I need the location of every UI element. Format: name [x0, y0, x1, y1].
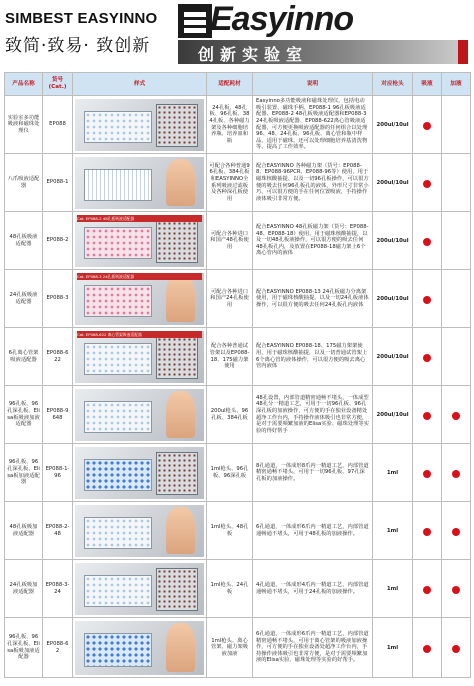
product-description: 6孔通道，一体成形6爪内一精道工艺，内部管道通畅通不堵头，可用于48孔板的加液操作。 — [253, 502, 373, 560]
product-tip: 1ml — [373, 444, 413, 502]
product-consumable: 1ml枪头、24孔板 — [207, 560, 253, 618]
brand-slogan: 致简·致易· 致创新 — [5, 36, 151, 56]
suction-dot-icon — [423, 528, 431, 536]
product-photo-image — [73, 619, 206, 677]
photo-caption: Cat. EP088-3 24孔板吸液适配器 — [77, 273, 202, 280]
suction-dot-icon — [423, 586, 431, 594]
table-header-row — [5, 73, 471, 96]
product-photo — [73, 270, 207, 328]
dispense-cell — [442, 444, 471, 502]
page-header — [0, 0, 474, 70]
product-description: 6孔通道，一体成形6爪内一精道工艺，内部管道精密通畅不堵头，可用于离心管架的吸液加液操作，可方便的手在独业设备处超净工作台内，手持操作液体吸引也非常方便，是对于需要频繁加液的Elisa实验、磁珠处理等实验的好帮手。 — [253, 618, 373, 678]
product-name: 96孔板、96孔深孔板、Elisa板吸加液适配器 — [5, 618, 43, 678]
product-tip: 200ul/10ul — [373, 270, 413, 328]
product-cat: EP088-1 — [43, 154, 73, 212]
logo-word: Easyinno — [210, 0, 354, 38]
photo-plate — [84, 575, 153, 608]
photo-mag — [156, 568, 198, 610]
suction-cell — [413, 560, 442, 618]
product-tip: 1ml — [373, 618, 413, 678]
photo-plate — [84, 517, 153, 550]
product-description: 8孔通道，一体成形8爪内一精道工艺，内部管道精密通畅不堵头，可用于一切96孔板、97孔深孔板的加液操作。 — [253, 444, 373, 502]
suction-dot-icon — [423, 122, 431, 130]
easyinno-logo — [178, 0, 468, 66]
product-tip: 1ml — [373, 502, 413, 560]
product-photo — [73, 618, 207, 678]
photo-hand — [166, 159, 195, 206]
product-cat: EP088 — [43, 96, 73, 154]
product-tip: 200ul/10ul — [373, 328, 413, 386]
table-row — [5, 502, 471, 560]
product-photo — [73, 96, 207, 154]
dispense-dot-icon — [452, 412, 460, 420]
product-tip: 1ml — [373, 560, 413, 618]
product-cat: EP088-9648 — [43, 386, 73, 444]
product-photo — [73, 502, 207, 560]
product-photo-image — [73, 271, 206, 327]
product-description: 配合EASYINNO 各种磁力架（货号：EP088-8、EP088-96PCR、EP088-96等）使用，用于磁珠核酸抽提、以及一切96孔板操作，可以很方便的吸去任何96孔板孔的液体，外形尺寸非常小巧，可以很方便的手在任何位置吸液，手持操作液体吸引非常方便。 — [253, 154, 373, 212]
suction-cell — [413, 502, 442, 560]
table-row — [5, 96, 471, 154]
suction-dot-icon — [423, 354, 431, 362]
suction-cell — [413, 154, 442, 212]
product-photo — [73, 444, 207, 502]
suction-cell — [413, 444, 442, 502]
logo-red-accent — [458, 40, 468, 64]
product-name: 24孔板吸液适配器 — [5, 270, 43, 328]
product-cat: EP088-62 — [43, 618, 73, 678]
product-photo — [73, 328, 207, 386]
product-tip: 200ul/10ul — [373, 386, 413, 444]
suction-dot-icon — [423, 180, 431, 188]
table-row — [5, 270, 471, 328]
photo-plate — [84, 459, 153, 492]
photo-caption: Cat. EP088-622 离心管架吸液适配器 — [77, 331, 202, 338]
photo-plate — [84, 401, 153, 434]
product-cat: EP088-2 — [43, 212, 73, 270]
dispense-cell — [442, 212, 471, 270]
table-row — [5, 560, 471, 618]
product-name: 实验室多功能吸液和磁珠处理仪 — [5, 96, 43, 154]
dispense-dot-icon — [452, 645, 460, 653]
table-row — [5, 618, 471, 678]
photo-mag — [156, 336, 198, 378]
logo-mark-icon — [178, 4, 212, 38]
table-row — [5, 154, 471, 212]
photo-hand — [166, 391, 195, 438]
brand-english: SIMBEST EASYINNO — [5, 10, 158, 27]
product-cat: EP088-3 — [43, 270, 73, 328]
product-name: 6孔离心管架吸液适配器 — [5, 328, 43, 386]
product-description: 4孔通道，一体成形4爪内一精道工艺，内部管道通畅通不堵头，可用于24孔板的加液操作。 — [253, 560, 373, 618]
product-consumable: 200ul枪头、96孔板、384孔板 — [207, 386, 253, 444]
product-photo-image — [73, 503, 206, 559]
product-photo-image — [73, 155, 206, 211]
photo-hand — [166, 623, 195, 672]
product-consumable: 可配合各种普通96孔板、384孔板和EASYINNO全系列吸液过滤板及各种深孔板使用 — [207, 154, 253, 212]
product-table — [4, 72, 471, 678]
col-header-suction: 吸液 — [413, 73, 442, 96]
product-description: Easyinno多功能吸液和磁珠处理仪，包括电动吸引装置、磁珠手柄、EP088-1 96孔板吸液适配器、EP088-2 48孔板吸液适配器和EP088-3 24孔板吸液适配器、EP088-622离心管吸液适配器，可方便更换吸液适配器的任何组合以处理96、48、24孔板、96孔板、离心管和瓶中样品，适用于磁珠，还可以处理细胞培养基清洗物等，提高了工作效率。 — [253, 96, 373, 154]
product-consumable: 1ml枪头、96孔板、96深孔板 — [207, 444, 253, 502]
product-cat: EP088-622 — [43, 328, 73, 386]
product-consumable: 可配合各种进口和国产48孔板使用 — [207, 212, 253, 270]
col-header-tip: 对应枪头 — [373, 73, 413, 96]
suction-dot-icon — [423, 470, 431, 478]
suction-cell — [413, 386, 442, 444]
product-photo-image — [73, 97, 206, 153]
product-photo-image — [73, 387, 206, 443]
photo-mag — [156, 104, 198, 146]
product-description: 配合EASYINNO EP088-13 24孔板磁力分离架使用，用于磁珠核酸抽提，以及一切24孔板液体操作，可以很方便的吸去任何24孔板孔内液体 — [253, 270, 373, 328]
col-header-picture: 样式 — [73, 73, 207, 96]
col-header-description: 说明 — [253, 73, 373, 96]
logo-banner — [178, 40, 468, 64]
photo-plate — [84, 111, 153, 144]
dispense-cell — [442, 560, 471, 618]
photo-plate — [84, 169, 153, 202]
product-cat: EP088-2-48 — [43, 502, 73, 560]
suction-cell — [413, 618, 442, 678]
product-consumable: 1ml枪头、离心管架、磁力架吸液加液 — [207, 618, 253, 678]
col-header-dispense: 加液 — [442, 73, 471, 96]
product-photo — [73, 212, 207, 270]
product-photo — [73, 154, 207, 212]
table-row — [5, 328, 471, 386]
photo-hand — [166, 275, 195, 322]
suction-cell — [413, 96, 442, 154]
product-photo — [73, 386, 207, 444]
product-photo — [73, 560, 207, 618]
suction-dot-icon — [423, 412, 431, 420]
dispense-dot-icon — [452, 586, 460, 594]
product-consumable: 配合各种普通试管架以及EP088-18、175磁力架使用 — [207, 328, 253, 386]
logo-subtitle: 创新实验室 — [198, 45, 309, 64]
dispense-cell — [442, 502, 471, 560]
suction-dot-icon — [423, 645, 431, 653]
product-name: 48孔板吸液适配器 — [5, 212, 43, 270]
table-row — [5, 212, 471, 270]
photo-mag — [156, 220, 198, 262]
product-cat: EP088-3-24 — [43, 560, 73, 618]
dispense-dot-icon — [452, 470, 460, 478]
product-consumable: 1ml枪头、48孔板 — [207, 502, 253, 560]
col-header-cat: 货号 (Cat.) — [43, 73, 73, 96]
dispense-cell — [442, 96, 471, 154]
product-cat: EP088-1-96 — [43, 444, 73, 502]
product-name: 八爪吸液适配器 — [5, 154, 43, 212]
photo-hand — [166, 507, 195, 554]
suction-cell — [413, 270, 442, 328]
dispense-cell — [442, 270, 471, 328]
photo-mag — [156, 452, 198, 494]
product-photo-image — [73, 213, 206, 269]
product-consumable: 24孔板、48孔板、96孔板、384孔板、各种磁力架及各种细胞培养瓶、培养皿和瓶 — [207, 96, 253, 154]
dispense-cell — [442, 154, 471, 212]
suction-dot-icon — [423, 296, 431, 304]
product-name: 24孔板吸加液适配器 — [5, 560, 43, 618]
photo-plate — [84, 227, 153, 260]
product-photo-image — [73, 445, 206, 501]
col-header-name: 产品名称 — [5, 73, 43, 96]
product-photo-image — [73, 561, 206, 617]
dispense-cell — [442, 386, 471, 444]
product-tip: 200ul/10ul — [373, 96, 413, 154]
suction-cell — [413, 212, 442, 270]
product-photo-image — [73, 329, 206, 385]
product-name: 48孔板吸加液适配器 — [5, 502, 43, 560]
product-description: 配合EASYINNO 48孔板磁力架（货号：EP088-48、EP088-18）使用，用于磁珠核酸抽提，以及一切48孔板液操作，可以很方便的吸去任何48孔板孔内，及放置在EP088-18磁力架上6个离心管内的液体 — [253, 212, 373, 270]
product-description: 48孔设置，内部管道精密通畅不堵头，一体成型48孔分一精道工艺，可用于一切96孔板、96孔深孔板的加液操作，可方便的手在独业设备精处超净工作台内，手持操作液体吸引也非常方便，是对于需要频繁加液的Elisa实验、磁珠处理等实验的得好帮手 — [253, 386, 373, 444]
suction-cell — [413, 328, 442, 386]
product-name: 96孔板、96孔深孔板、Elisa板加液适配器 — [5, 444, 43, 502]
table-row — [5, 444, 471, 502]
suction-dot-icon — [423, 238, 431, 246]
product-name: 96孔板、96孔深孔板、Elisa板吸液加液适配器 — [5, 386, 43, 444]
dispense-cell — [442, 618, 471, 678]
photo-plate — [84, 343, 153, 376]
table-row — [5, 386, 471, 444]
photo-plate — [84, 285, 153, 318]
product-description: 配合EASYINNO EP088-18、175磁力架架使用，用于磁珠核酸抽提，以及一切普通试管架上6个离心管的液体操作，可以很方便的吸去离心管内液体 — [253, 328, 373, 386]
brand-block — [5, 10, 157, 56]
dispense-dot-icon — [452, 528, 460, 536]
photo-plate — [84, 633, 153, 667]
dispense-cell — [442, 328, 471, 386]
product-tip: 200ul/10ul — [373, 154, 413, 212]
photo-caption: Cat. EP088-2 48孔板吸液适配器 — [77, 215, 202, 222]
product-consumable: 可配合各种进口和国产24孔板使用 — [207, 270, 253, 328]
col-header-consumable: 适配耗材 — [207, 73, 253, 96]
product-tip: 200ul/10ul — [373, 212, 413, 270]
